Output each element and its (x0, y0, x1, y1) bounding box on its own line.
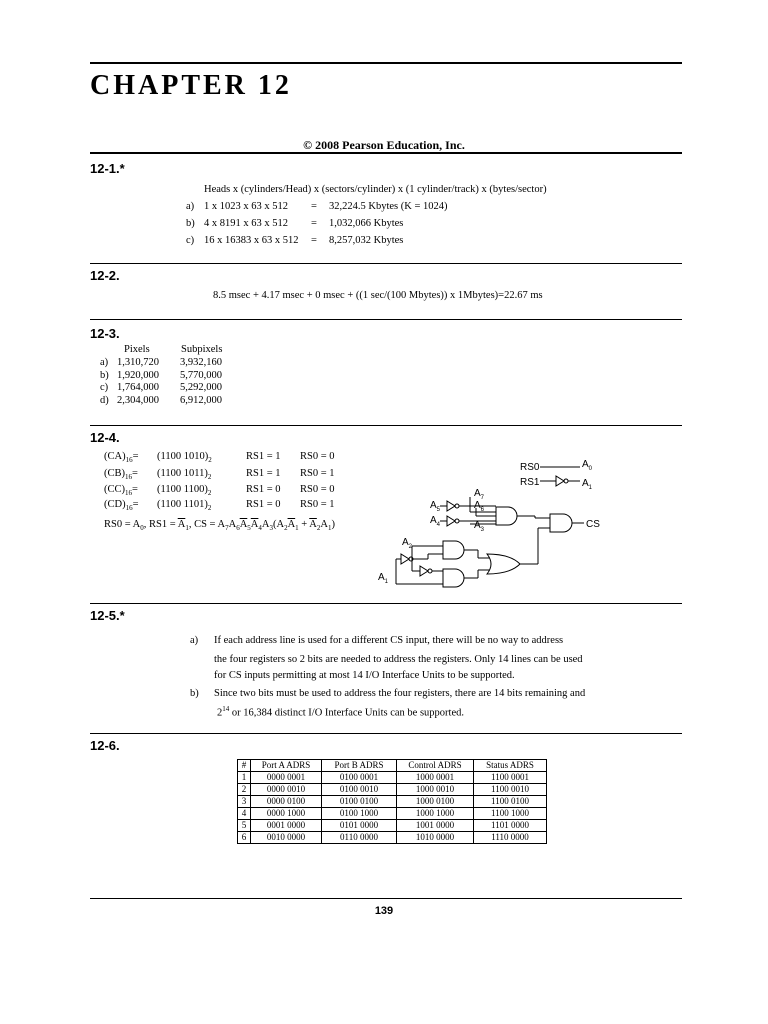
port-address-table (237, 759, 547, 844)
label-a5: $A_5$ (430, 500, 441, 513)
heading-12-4: 12-4. (90, 430, 120, 445)
list-item: RS1 = 0 (246, 484, 281, 495)
and-gate-mid (443, 541, 464, 559)
list-item: $(CC)_{16}=$ (104, 484, 138, 498)
text-12-2: 8.5 msec + 4.17 msec + 0 msec + ((1 sec/(100 Mbytes)) x 1Mbytes)=22.67 ms (213, 290, 543, 301)
or-gate (487, 554, 520, 574)
label-rs0: RS0 (520, 462, 540, 473)
table-row: 2,304,000 (117, 395, 159, 406)
table-row: d) (100, 395, 109, 406)
label-a1-out: $A_1$ (582, 478, 593, 491)
table-row: 4 0000 1000 0100 1000 1000 1000 1100 1000 (238, 808, 547, 820)
heading-12-1: 12-1.* (90, 161, 125, 176)
label-a3: $A_3$ (474, 520, 485, 533)
top-rule (90, 62, 682, 64)
text-line: for CS inputs permitting at most 14 I/O Interface Units to be supported. (214, 670, 515, 681)
list-item: 4 x 8191 x 63 x 512 (204, 218, 288, 229)
list-item: $(CB)_{16}=$ (104, 468, 138, 482)
heading-12-3: 12-3. (90, 326, 120, 341)
list-item: RS0 = 0 (300, 484, 335, 495)
list-item: $(CD)_{16}=$ (104, 499, 139, 513)
a2-inverter (420, 566, 428, 576)
col-header-subpixels: Subpixels (181, 344, 223, 355)
col-header-pixels: Pixels (124, 344, 150, 355)
list-item: RS0 = 1 (300, 499, 335, 510)
list-item: 1 x 1023 x 63 x 512 (204, 201, 288, 212)
formula-12-1: Heads x (cylinders/Head) x (sectors/cylinder) x (1 cylinder/track) x (bytes/sector) (204, 184, 547, 195)
list-item: = (311, 218, 317, 229)
list-item: RS0 = 1 (300, 468, 335, 479)
label-a2: $A_2$ (402, 537, 413, 550)
table-header: # (238, 760, 251, 772)
table-header: Status ADRS (474, 760, 547, 772)
rs1-inverter (556, 476, 564, 486)
label-12-5-b: b) (190, 688, 199, 699)
list-item: $(CA)_{16}=$ (104, 451, 139, 465)
list-item: (1100 $1101)_2$ (157, 499, 212, 513)
list-item: 16 x 16383 x 63 x 512 (204, 235, 299, 246)
list-item: a) (186, 201, 195, 212)
section-rule (90, 603, 682, 604)
heading-12-2: 12-2. (90, 268, 120, 283)
list-item: (1100 $1011)_2$ (157, 468, 212, 482)
heading-12-6: 12-6. (90, 738, 120, 753)
table-row: c) (100, 382, 109, 393)
list-item: RS1 = 1 (246, 451, 281, 462)
equation-12-4: $RS0 = A_0$, $RS1 = \overline{A}_1$, CS = $A_7A_6\overline{A}_5\overline{A}_4A_3(A_2\overline{A}_1 + \overline{A}_2A_1)$ (104, 519, 335, 533)
page-number: 139 (374, 905, 394, 917)
list-item: RS1 = 1 (246, 468, 281, 479)
label-a7: $A_7$ (474, 488, 485, 501)
and-gate-low (443, 569, 464, 587)
text-line: If each address line is used for a different CS input, there will be no way to address (214, 635, 564, 646)
table-row: 1,764,000 (117, 382, 159, 393)
list-item: = (311, 201, 317, 212)
label-a0: $A_0$ (582, 459, 593, 472)
table-row: 6 0010 0000 0110 0000 1010 0000 1110 0000 (238, 832, 547, 844)
label-cs: CS (586, 519, 600, 530)
table-header: Control ADRS (397, 760, 474, 772)
list-item: b) (186, 218, 195, 229)
table-row: 5,770,000 (180, 370, 222, 381)
table-row: a) (100, 357, 109, 368)
list-item: 8,257,032 Kbytes (329, 235, 404, 246)
section-rule (90, 733, 682, 734)
section-rule (90, 152, 682, 154)
a5-inverter (447, 501, 455, 511)
section-rule (90, 263, 682, 264)
table-row: b) (100, 370, 109, 381)
text-line: the four registers so 2 bits are needed to address the registers. Only 14 lines can be used (214, 654, 583, 665)
and-gate-upper (496, 507, 517, 525)
a1-inverter (401, 554, 409, 564)
label-12-5-a: a) (190, 635, 199, 646)
table-row: 5,292,000 (180, 382, 222, 393)
copyright: © 2008 Pearson Education, Inc. (303, 138, 465, 152)
table-row: 3,932,160 (180, 357, 222, 368)
table-row: 1,920,000 (117, 370, 159, 381)
list-item: RS1 = 0 (246, 499, 281, 510)
list-item: = (311, 235, 317, 246)
a4-inverter (447, 516, 455, 526)
chapter-title: CHAPTER 12 (90, 70, 292, 101)
and-gate-final (550, 514, 572, 532)
table-row: 5 0001 0000 0101 0000 1001 0000 1101 0000 (238, 820, 547, 832)
table-header: Port B ADRS (322, 760, 397, 772)
logic-circuit-diagram (370, 452, 610, 590)
heading-12-5: 12-5.* (90, 608, 125, 623)
list-item: RS0 = 0 (300, 451, 335, 462)
section-rule (90, 425, 682, 426)
table-row: 1,310,720 (117, 357, 159, 368)
section-rule (90, 319, 682, 320)
table-row: 1 0000 0001 0100 0001 1000 0001 1100 0001 (238, 772, 547, 784)
label-a6: $A_6$ (474, 500, 485, 513)
list-item: c) (186, 235, 195, 246)
list-item: 1,032,066 Kbytes (329, 218, 404, 229)
label-a4: $A_4$ (430, 515, 441, 528)
table-row: 3 0000 0100 0100 0100 1000 0100 1100 0100 (238, 796, 547, 808)
footer-rule (90, 898, 682, 899)
table-row: 2 0000 0010 0100 0010 1000 0010 1100 0010 (238, 784, 547, 796)
text-line: $2^{14}$ or 16,384 distinct I/O Interface Units can be supported. (217, 705, 464, 719)
table-header-row (238, 760, 547, 772)
label-a1: $A_1$ (378, 572, 389, 585)
label-rs1: RS1 (520, 477, 540, 488)
list-item: 32,224.5 Kbytes (K = 1024) (329, 201, 448, 212)
list-item: (1100 $1100)_2$ (157, 484, 212, 498)
list-item: (1100 $1010)_2$ (157, 451, 212, 465)
text-line: Since two bits must be used to address the four registers, there are 14 bits remaining and (214, 688, 586, 699)
table-header: Port A ADRS (251, 760, 322, 772)
table-row: 6,912,000 (180, 395, 222, 406)
